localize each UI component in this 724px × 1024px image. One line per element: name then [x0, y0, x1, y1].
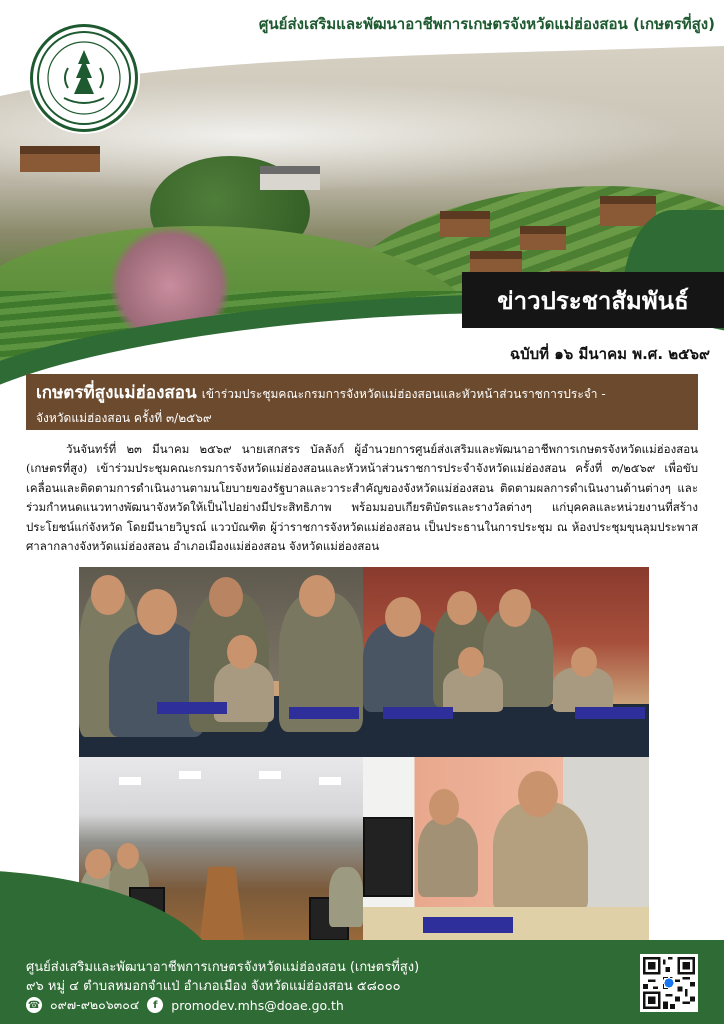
headline-emphasis: เกษตรที่สูงแม่ฮ่องสอน [36, 383, 197, 403]
photo-meeting-top-right [363, 567, 649, 757]
footer-email[interactable]: promodev.mhs@doae.go.th [171, 997, 344, 1013]
qr-code-icon [643, 957, 695, 1009]
issue-date: ฉบับที่ ๑๖ มีนาคม พ.ศ. ๒๕๖๙ [509, 345, 710, 363]
body-paragraph: วันจันทร์ที่ ๒๓ มีนาคม ๒๕๖๙ นายเสกสรร บัลลังก์ ผู้อำนวยการศูนย์ส่งเสริมและพัฒนาอาชีพการเกษตรจังหวัดแม่ฮ่องสอน (เกษตรที่สูง) เข้าร่วมประชุมคณะกรมการจังหวัดแม่ฮ่องสอนและหัวหน้าส่วนราชการประจำจังหวัดแม่ฮ่องสอน ครั้งที่ ๓/๒๕๖๙ เพื่อขับเคลื่อนและติดตามการดำเนินงานตามนโยบายของรัฐบาลและวาระสำคัญของจังหวัดแม่ฮ่องสอน ติดตามผลการดำเนินงานด้านต่างๆ และร่วมกำหนดแนวทางพัฒนาจังหวัดให้เป็นไปอย่างมีประสิทธิภาพ พร้อมมอบเกียรติบัตรและรางวัลต่างๆ แก่บุคคลและหน่วยงานที่สร้างประโยชน์แก่จังหวัด โดยมีนายวิบูรณ์ แววบัณฑิต ผู้ว่าราชการจังหวัดแม่ฮ่องสอน เป็นประธานในการประชุม ณ ห้องประชุมขุนลุมประพาส ศาลากลางจังหวัดแม่ฮ่องสอน อำเภอเมืองแม่ฮ่องสอน จังหวัดแม่ฮ่องสอน [26, 442, 698, 554]
logo-emblem [30, 24, 138, 132]
press-release-banner: ข่าวประชาสัมพันธ์ [462, 272, 724, 328]
photo-meeting-top-left [79, 567, 363, 757]
footer-org-name: ศูนย์ส่งเสริมและพัฒนาอาชีพการเกษตรจังหวัดแม่ฮ่องสอน (เกษตรที่สูง) [26, 960, 420, 975]
headline-text: เข้าร่วมประชุมคณะกรมการจังหวัดแม่ฮ่องสอนและหัวหน้าส่วนราชการประจำ - [201, 387, 606, 401]
headline-line2: จังหวัดแม่ฮ่องสอน ครั้งที่ ๓/๒๕๖๙ [36, 411, 212, 425]
footer-address: ๙๖ หมู่ ๔ ตำบลหมอกจำแป่ อำเภอเมือง จังหวัดแม่ฮ่องสอน ๕๘๐๐๐ [26, 979, 401, 994]
emblem-icon [34, 28, 134, 128]
photo-officials-seated [363, 757, 649, 947]
headline-box [26, 374, 698, 430]
qr-code[interactable] [640, 954, 698, 1012]
footer-phone[interactable]: ๐๙๗-๙๒๐๖๓๐๔ [50, 997, 140, 1012]
footer-contact [26, 995, 586, 1015]
org-title: ศูนย์ส่งเสริมและพัฒนาอาชีพการเกษตรจังหวัดแม่ฮ่องสอน (เกษตรที่สูง) [258, 15, 715, 33]
phone-icon: ☎ [26, 997, 42, 1013]
facebook-icon: f [147, 997, 163, 1013]
